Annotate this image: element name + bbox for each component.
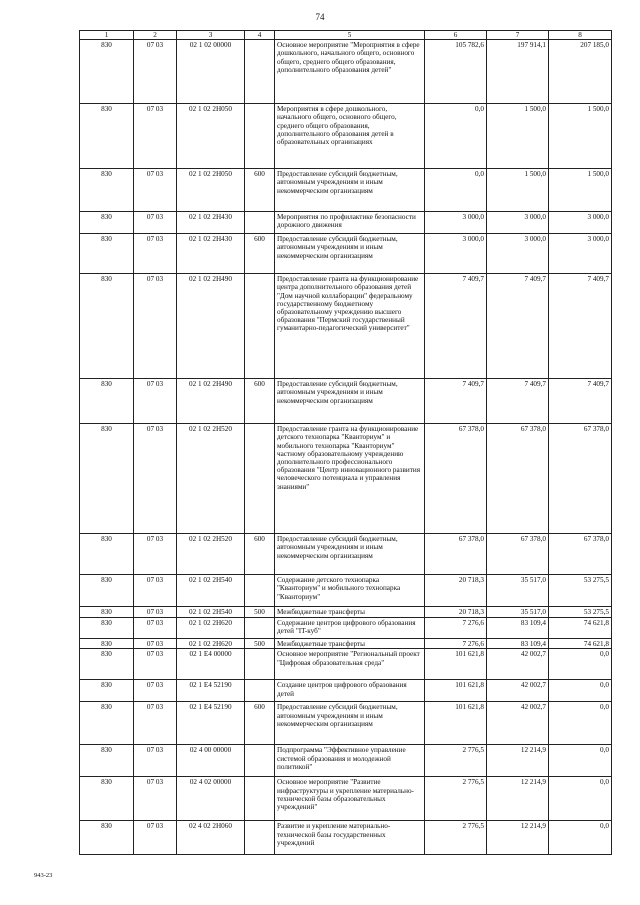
description-cell: Предоставление субсидий бюджетным, автономным учреждениям и иным некоммерческим организациям <box>275 702 425 745</box>
admin-code-cell: 830 <box>80 618 134 639</box>
admin-code-cell: 830 <box>80 104 134 169</box>
expense-type-cell <box>245 745 275 777</box>
amount-year2-cell: 42 002,7 <box>487 649 549 680</box>
admin-code-cell: 830 <box>80 274 134 379</box>
expense-type-cell <box>245 618 275 639</box>
section-code-cell: 07 03 <box>134 274 177 379</box>
amount-year3-cell: 67 378,0 <box>549 534 612 575</box>
expense-type-cell: 600 <box>245 169 275 212</box>
document-footer-code: 943-23 <box>34 872 53 879</box>
target-article-cell: 02 1 Е4 52190 <box>177 702 245 745</box>
amount-year3-cell: 53 275,5 <box>549 607 612 618</box>
header-cell-8: 8 <box>549 31 612 40</box>
table-body <box>80 40 612 855</box>
amount-year3-cell: 207 185,0 <box>549 40 612 104</box>
amount-year1-cell: 67 378,0 <box>425 534 487 575</box>
admin-code-cell: 830 <box>80 40 134 104</box>
admin-code-cell: 830 <box>80 575 134 607</box>
amount-year2-cell: 42 002,7 <box>487 702 549 745</box>
description-cell: Содержание центров цифрового образования детей "IT-куб" <box>275 618 425 639</box>
description-cell: Развитие и укрепление материально-технической базы государственных учреждений <box>275 821 425 855</box>
amount-year3-cell: 0,0 <box>549 821 612 855</box>
header-cell-5: 5 <box>275 31 425 40</box>
target-article-cell: 02 1 02 2Н520 <box>177 534 245 575</box>
expense-type-cell <box>245 680 275 702</box>
amount-year2-cell: 35 517,0 <box>487 607 549 618</box>
description-cell: Предоставление субсидий бюджетным, автономным учреждениям и иным некоммерческим организациям <box>275 169 425 212</box>
amount-year2-cell: 3 000,0 <box>487 234 549 274</box>
table-row <box>80 379 612 424</box>
section-code-cell: 07 03 <box>134 745 177 777</box>
section-code-cell: 07 03 <box>134 649 177 680</box>
amount-year3-cell: 0,0 <box>549 702 612 745</box>
table-row <box>80 777 612 821</box>
target-article-cell: 02 1 02 2Н620 <box>177 618 245 639</box>
expense-type-cell: 600 <box>245 534 275 575</box>
amount-year3-cell: 3 000,0 <box>549 212 612 234</box>
table-row <box>80 821 612 855</box>
table-row <box>80 234 612 274</box>
amount-year1-cell: 0,0 <box>425 169 487 212</box>
section-code-cell: 07 03 <box>134 379 177 424</box>
amount-year2-cell: 12 214,9 <box>487 821 549 855</box>
expense-type-cell: 600 <box>245 234 275 274</box>
target-article-cell: 02 1 02 2Н490 <box>177 379 245 424</box>
amount-year1-cell: 67 378,0 <box>425 424 487 534</box>
description-cell: Предоставление субсидий бюджетным, автономным учреждениям и иным некоммерческим организациям <box>275 534 425 575</box>
header-cell-4: 4 <box>245 31 275 40</box>
amount-year2-cell: 83 109,4 <box>487 618 549 639</box>
amount-year1-cell: 7 276,6 <box>425 618 487 639</box>
table-row <box>80 40 612 104</box>
section-code-cell: 07 03 <box>134 424 177 534</box>
section-code-cell: 07 03 <box>134 234 177 274</box>
amount-year2-cell: 67 378,0 <box>487 534 549 575</box>
section-code-cell: 07 03 <box>134 777 177 821</box>
description-cell: Основное мероприятие "Региональный проект "Цифровая образовательная среда" <box>275 649 425 680</box>
header-cell-1: 1 <box>80 31 134 40</box>
target-article-cell: 02 1 02 2Н050 <box>177 104 245 169</box>
description-cell: Предоставление субсидий бюджетным, автономным учреждениям и иным некоммерческим организациям <box>275 379 425 424</box>
budget-table-wrapper <box>79 30 611 855</box>
table-row <box>80 575 612 607</box>
target-article-cell: 02 1 02 2Н540 <box>177 607 245 618</box>
section-code-cell: 07 03 <box>134 169 177 212</box>
expense-type-cell <box>245 777 275 821</box>
amount-year2-cell: 12 214,9 <box>487 745 549 777</box>
table-row <box>80 169 612 212</box>
target-article-cell: 02 1 Е4 52190 <box>177 680 245 702</box>
section-code-cell: 07 03 <box>134 534 177 575</box>
amount-year1-cell: 7 409,7 <box>425 274 487 379</box>
description-cell: Содержание детского технопарка "Кванториум" и мобильного технопарка "Кванториум" <box>275 575 425 607</box>
amount-year3-cell: 3 000,0 <box>549 234 612 274</box>
description-cell: Предоставление гранта на функционирование центра дополнительного образования детей "Дом научной коллаборации" федеральному государственному бюджетному образовательному учреждению высшего образования "Пермский государственный гуманитарно-педагогический университет" <box>275 274 425 379</box>
header-row <box>80 31 612 40</box>
section-code-cell: 07 03 <box>134 702 177 745</box>
description-cell: Мероприятия в сфере дошкольного, начального общего, основного общего, среднего общего образования, дополнительного образования детей в образовательных организациях <box>275 104 425 169</box>
table-row <box>80 607 612 618</box>
amount-year1-cell: 101 621,8 <box>425 702 487 745</box>
description-cell: Межбюджетные трансферты <box>275 639 425 649</box>
table-row <box>80 212 612 234</box>
description-cell: Подпрограмма "Эффективное управление системой образования и молодежной политикой" <box>275 745 425 777</box>
expense-type-cell: 500 <box>245 607 275 618</box>
amount-year1-cell: 2 776,5 <box>425 745 487 777</box>
header-cell-6: 6 <box>425 31 487 40</box>
description-cell: Предоставление гранта на функционирование детского технопарка "Кванториум" и мобильного технопарка "Кванториум" частному образовательному учреждению дополнительного профессионального образования "Центр инновационного развития человеческого потенциала и управления знаниями" <box>275 424 425 534</box>
expense-type-cell <box>245 104 275 169</box>
admin-code-cell: 830 <box>80 745 134 777</box>
amount-year1-cell: 7 409,7 <box>425 379 487 424</box>
admin-code-cell: 830 <box>80 424 134 534</box>
section-code-cell: 07 03 <box>134 212 177 234</box>
admin-code-cell: 830 <box>80 234 134 274</box>
table-row <box>80 680 612 702</box>
amount-year3-cell: 74 621,8 <box>549 618 612 639</box>
amount-year2-cell: 7 409,7 <box>487 274 549 379</box>
amount-year2-cell: 35 517,0 <box>487 575 549 607</box>
page-number: 74 <box>315 12 325 22</box>
amount-year1-cell: 101 621,8 <box>425 680 487 702</box>
description-cell: Создание центров цифрового образования детей <box>275 680 425 702</box>
amount-year2-cell: 42 002,7 <box>487 680 549 702</box>
table-row <box>80 104 612 169</box>
section-code-cell: 07 03 <box>134 40 177 104</box>
target-article-cell: 02 1 02 2Н620 <box>177 639 245 649</box>
amount-year3-cell: 67 378,0 <box>549 424 612 534</box>
amount-year2-cell: 83 109,4 <box>487 639 549 649</box>
expense-type-cell <box>245 212 275 234</box>
table-row <box>80 424 612 534</box>
amount-year3-cell: 53 275,5 <box>549 575 612 607</box>
amount-year1-cell: 105 782,6 <box>425 40 487 104</box>
amount-year1-cell: 2 776,5 <box>425 777 487 821</box>
amount-year3-cell: 1 500,0 <box>549 104 612 169</box>
amount-year3-cell: 0,0 <box>549 777 612 821</box>
header-cell-7: 7 <box>487 31 549 40</box>
header-cell-3: 3 <box>177 31 245 40</box>
amount-year3-cell: 0,0 <box>549 649 612 680</box>
amount-year3-cell: 0,0 <box>549 680 612 702</box>
admin-code-cell: 830 <box>80 607 134 618</box>
target-article-cell: 02 1 02 2Н050 <box>177 169 245 212</box>
section-code-cell: 07 03 <box>134 104 177 169</box>
admin-code-cell: 830 <box>80 534 134 575</box>
expense-type-cell <box>245 40 275 104</box>
amount-year2-cell: 1 500,0 <box>487 169 549 212</box>
admin-code-cell: 830 <box>80 212 134 234</box>
amount-year1-cell: 3 000,0 <box>425 234 487 274</box>
table-row <box>80 274 612 379</box>
amount-year2-cell: 1 500,0 <box>487 104 549 169</box>
amount-year1-cell: 3 000,0 <box>425 212 487 234</box>
description-cell: Межбюджетные трансферты <box>275 607 425 618</box>
table-row <box>80 534 612 575</box>
amount-year1-cell: 0,0 <box>425 104 487 169</box>
section-code-cell: 07 03 <box>134 575 177 607</box>
table-row <box>80 649 612 680</box>
table-row <box>80 745 612 777</box>
amount-year3-cell: 7 409,7 <box>549 274 612 379</box>
admin-code-cell: 830 <box>80 680 134 702</box>
expense-type-cell <box>245 821 275 855</box>
expense-type-cell <box>245 274 275 379</box>
admin-code-cell: 830 <box>80 649 134 680</box>
admin-code-cell: 830 <box>80 702 134 745</box>
expense-type-cell <box>245 424 275 534</box>
table-row <box>80 639 612 649</box>
target-article-cell: 02 4 02 2Н060 <box>177 821 245 855</box>
target-article-cell: 02 4 00 00000 <box>177 745 245 777</box>
amount-year1-cell: 20 718,3 <box>425 575 487 607</box>
target-article-cell: 02 4 02 00000 <box>177 777 245 821</box>
amount-year1-cell: 101 621,8 <box>425 649 487 680</box>
description-cell: Основное мероприятие "Развитие инфраструктуры и укрепление материально-технической базы образовательных учреждений" <box>275 777 425 821</box>
table-row <box>80 618 612 639</box>
description-cell: Мероприятия по профилактике безопасности дорожного движения <box>275 212 425 234</box>
section-code-cell: 07 03 <box>134 607 177 618</box>
table-row <box>80 702 612 745</box>
target-article-cell: 02 1 02 2Н430 <box>177 212 245 234</box>
admin-code-cell: 830 <box>80 777 134 821</box>
section-code-cell: 07 03 <box>134 821 177 855</box>
amount-year3-cell: 74 621,8 <box>549 639 612 649</box>
expense-type-cell: 500 <box>245 639 275 649</box>
section-code-cell: 07 03 <box>134 680 177 702</box>
expense-type-cell: 600 <box>245 379 275 424</box>
amount-year1-cell: 20 718,3 <box>425 607 487 618</box>
admin-code-cell: 830 <box>80 169 134 212</box>
admin-code-cell: 830 <box>80 821 134 855</box>
amount-year1-cell: 2 776,5 <box>425 821 487 855</box>
description-cell: Предоставление субсидий бюджетным, автономным учреждениям и иным некоммерческим организациям <box>275 234 425 274</box>
amount-year2-cell: 7 409,7 <box>487 379 549 424</box>
admin-code-cell: 830 <box>80 379 134 424</box>
amount-year2-cell: 197 914,1 <box>487 40 549 104</box>
target-article-cell: 02 1 02 2Н430 <box>177 234 245 274</box>
amount-year1-cell: 7 276,6 <box>425 639 487 649</box>
target-article-cell: 02 1 02 2Н540 <box>177 575 245 607</box>
amount-year3-cell: 0,0 <box>549 745 612 777</box>
amount-year3-cell: 1 500,0 <box>549 169 612 212</box>
target-article-cell: 02 1 02 00000 <box>177 40 245 104</box>
target-article-cell: 02 1 02 2Н520 <box>177 424 245 534</box>
header-cell-2: 2 <box>134 31 177 40</box>
expense-type-cell: 600 <box>245 702 275 745</box>
amount-year2-cell: 3 000,0 <box>487 212 549 234</box>
section-code-cell: 07 03 <box>134 639 177 649</box>
amount-year2-cell: 12 214,9 <box>487 777 549 821</box>
expense-type-cell <box>245 649 275 680</box>
target-article-cell: 02 1 Е4 00000 <box>177 649 245 680</box>
description-cell: Основное мероприятие "Мероприятия в сфере дошкольного, начального общего, основного общего, среднего общего образования, дополнительного образования детей" <box>275 40 425 104</box>
target-article-cell: 02 1 02 2Н490 <box>177 274 245 379</box>
admin-code-cell: 830 <box>80 639 134 649</box>
amount-year3-cell: 7 409,7 <box>549 379 612 424</box>
expense-type-cell <box>245 575 275 607</box>
section-code-cell: 07 03 <box>134 618 177 639</box>
budget-table <box>79 30 612 855</box>
amount-year2-cell: 67 378,0 <box>487 424 549 534</box>
